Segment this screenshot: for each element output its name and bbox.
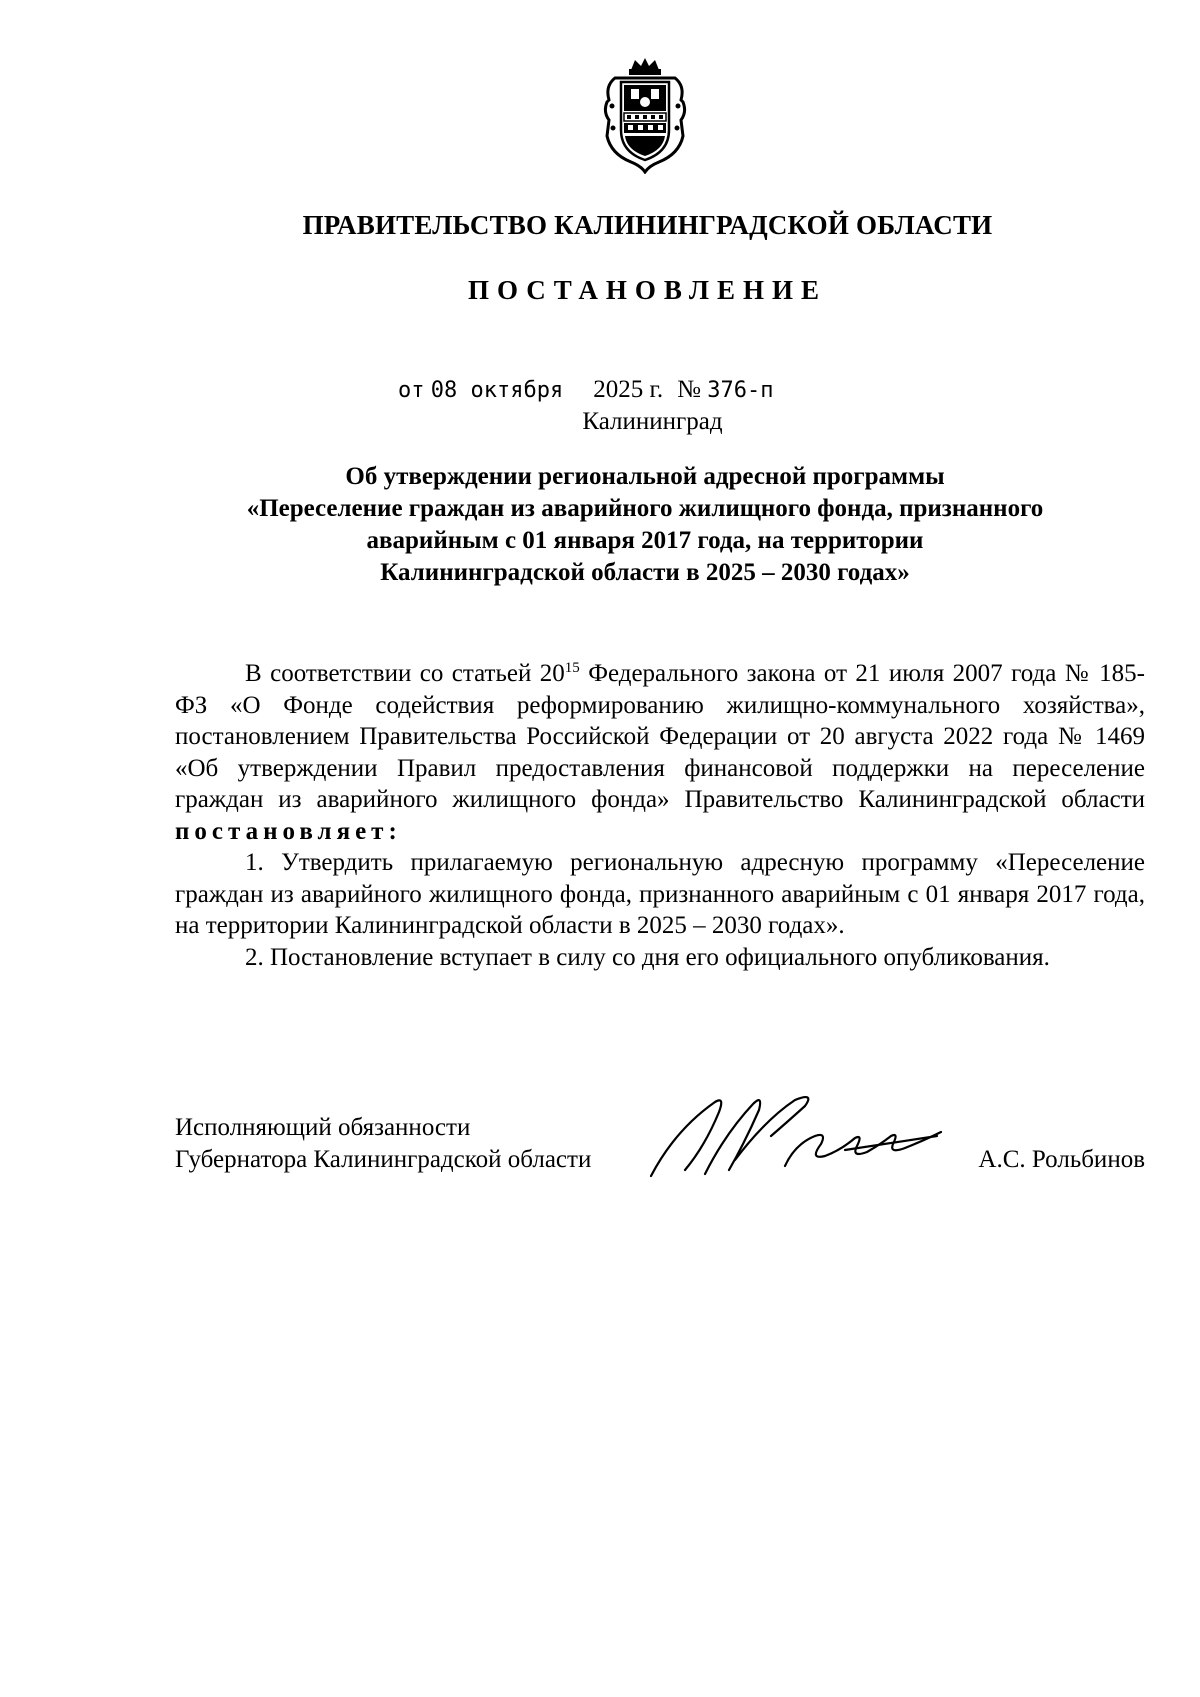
number-sign: №	[677, 376, 701, 403]
subject-line: «Переселение граждан из аварийного жилищного фонда, признанного	[246, 495, 1044, 522]
preamble-paragraph	[175, 658, 1145, 847]
registration-year: 2025 г.	[593, 376, 664, 403]
kaliningrad-coat-of-arms-icon	[601, 56, 689, 174]
handwritten-signature-icon	[645, 1090, 945, 1180]
city: Калининград	[582, 408, 723, 435]
preamble-start: В соответствии со статьей 20	[245, 660, 565, 687]
subject-line: Калининградской области в 2025 – 2030 годах»	[380, 559, 910, 586]
government-title: ПРАВИТЕЛЬСТВО КАЛИНИНГРАДСКОЙ ОБЛАСТИ	[302, 210, 993, 240]
registration-number: 376-п	[707, 378, 774, 403]
subject-line: Об утверждении региональной адресной программы	[345, 463, 945, 490]
item-1: 1. Утвердить прилагаемую региональную адресную программу «Переселение граждан из аварийного жилищного фонда, признанного аварийным с 01 января 2017 года, на территории Калининградской области в 2025 – 2030 годах».	[175, 849, 1145, 939]
signatory-role-line1: Исполняющий обязанности	[175, 1114, 471, 1141]
document-subject	[195, 461, 1095, 589]
registration-line	[398, 376, 773, 404]
subject-line: аварийным с 01 января 2017 года, на территории	[366, 527, 924, 554]
registration-date: 08 октября	[430, 378, 564, 403]
preamble-rest: Федерального закона от 21 июля 2007 года № 185-ФЗ «О Фонде содействия реформированию жилищно-коммунального хозяйства», постановлением Правительства Российской Федерации от 20 августа 2022 года № 1469 «Об утверждении Правил предоставления финансовой поддержки на переселение граждан из аварийного жилищного фонда» Правительство Калининградской области	[175, 660, 1146, 813]
date-prefix: от	[398, 378, 425, 403]
document-kind: ПОСТАНОВЛЕНИЕ	[467, 275, 828, 305]
item-2: 2. Постановление вступает в силу со дня его официального опубликования.	[245, 943, 1050, 971]
decides-word: постановляет	[175, 817, 389, 845]
signatory-role-line2: Губернатора Калининградской области	[175, 1146, 592, 1173]
decides-colon: :	[388, 817, 397, 845]
signatory-name: А.С. Рольбинов	[978, 1146, 1145, 1173]
article-superscript: 15	[564, 660, 580, 676]
document-body	[175, 658, 1145, 973]
